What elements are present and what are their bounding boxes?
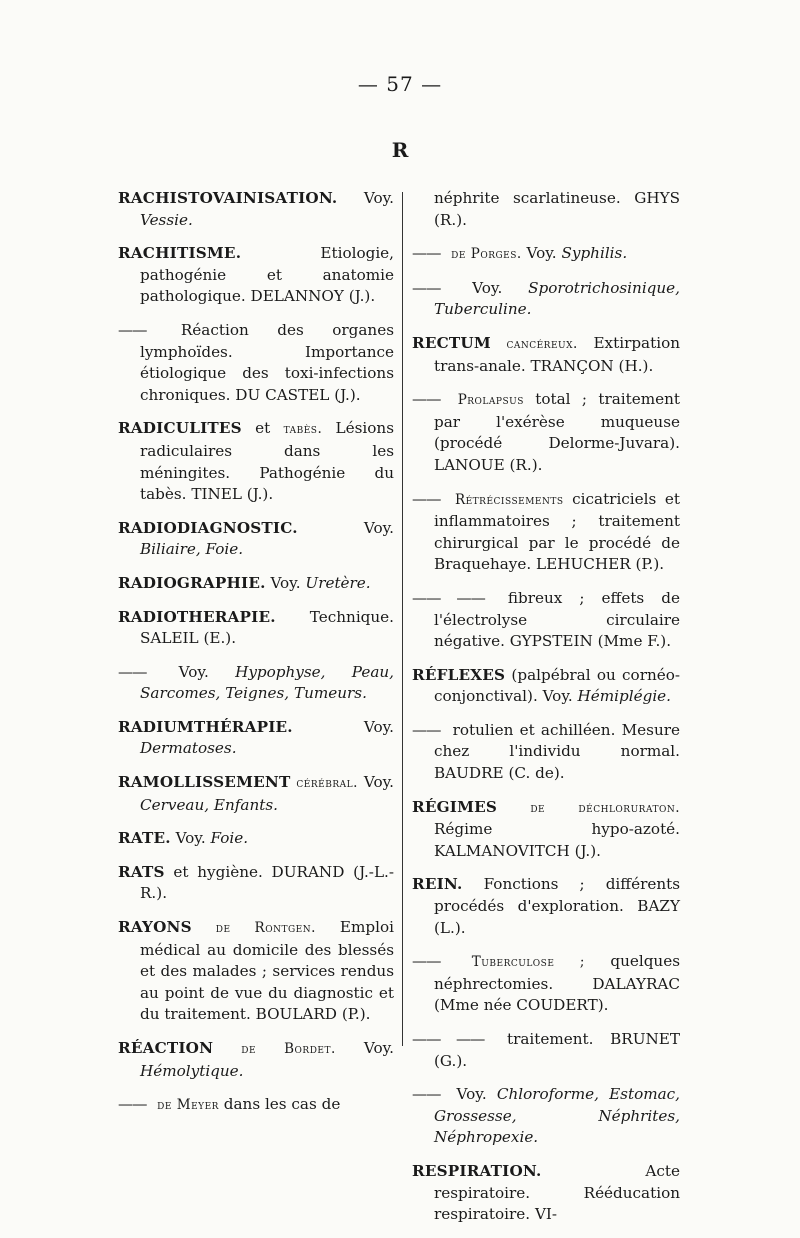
entry-text: Voy. [446,278,529,297]
entry-headword: RÉGIMES [412,797,498,816]
entry-headword: RÉACTION [118,1039,214,1057]
entry-headword: RAMOLLISSEMENT [118,773,291,792]
entry-text: Voy. [357,773,394,792]
index-entry [412,588,680,653]
entry-headword: RACHITISME. [118,244,242,263]
index-entry [118,243,394,308]
entry-text: dans les cas de [218,1095,341,1114]
index-entry [118,717,394,760]
entry-crossref: Chloroforme, Estomac, Grossesse, Néphrites, Néphropexie. [434,1085,681,1147]
entry-headword: RADIOTHERAPIE. [118,607,276,626]
entry-text: Voy. [521,244,562,263]
repeat-dash: —— [412,390,441,409]
index-entry [412,1029,680,1072]
column-divider [402,192,403,1046]
index-entry [412,389,680,476]
entry-text: fibreux ; effets de l'électrolyse circulaire négative. GYPSTEIN (Mme F.). [434,588,680,651]
entry-text: rotulien et achilléen. Mesure chez l'individu normal. BAUDRE (C. de). [434,720,680,783]
entry-text: quelques néphrectomies. DALAYRAC (Mme née COUDERT). [434,952,680,1015]
index-entry [412,188,680,231]
repeat-dash: —— [412,244,441,263]
entry-crossref: Vessie. [140,210,193,229]
entry-qualifier: Rétrécissements [446,491,564,508]
index-entry [118,917,394,1026]
entry-text: Lésions radiculaires dans les méningites. Pathogénie du tabès. TINEL (J.). [140,419,394,504]
entry-headword: RECTUM [412,333,491,352]
index-entry [118,662,394,705]
page-number: — 57 — [357,72,443,96]
entry-crossref: Hypophyse, Peau, Sarcomes, Teignes, Tumeurs. [140,662,394,703]
entry-text: Voy. [170,829,211,848]
repeat-dash: —— [118,662,147,681]
entry-text: Voy. [297,518,394,537]
repeat-dash: —— [118,320,147,339]
index-entry [412,951,680,1017]
entry-headword: RESPIRATION. [412,1161,542,1180]
entry-headword: RAYONS [118,918,192,937]
entry-headword: RACHISTOVAINISATION. [118,189,338,207]
entry-headword: RADIOGRAPHIE. [118,573,266,592]
entry-text: Voy. [337,189,394,207]
repeat-dash: —— [412,278,441,297]
entry-text: (palpébral ou cornéo-conjonctival). Voy. [434,665,680,706]
entry-headword: RÉFLEXES [412,665,506,684]
entry-qualifier: de Bordet. [213,1041,336,1057]
index-entry [412,243,680,266]
entry-text: Acte respiratoire. Rééducation respiratoire. VI- [434,1161,680,1224]
index-entry [118,418,394,505]
index-entry [118,772,394,816]
entry-crossref: Foie. [210,829,249,848]
index-entry [118,862,394,905]
index-entry [412,278,680,321]
index-entry [118,518,394,561]
entry-text: Extirpation trans-anale. TRANÇON (H.). [434,333,680,375]
entry-crossref: Hémolytique. [140,1061,244,1080]
entry-text: traitement. BRUNET (G.). [434,1030,680,1070]
entry-headword: RADICULITES [118,419,242,438]
index-entry [118,573,394,595]
entry-text: Voy. [152,662,236,681]
entry-headword: RATS [118,862,165,881]
entry-qualifier: de Porges. [446,246,522,263]
entry-text: Régime hypo-azoté. KALMANOVITCH (J.). [434,820,680,860]
entry-crossref: Hémiplégie. [577,687,672,706]
entry-qualifier: cérébral. [290,775,358,792]
index-entry [412,489,680,576]
index-entry [118,1038,394,1082]
entry-text: et hygiène. DURAND (J.-L.-R.). [140,862,394,903]
entry-text: Voy. [446,1085,497,1104]
entry-text: Emploi médical au domicile des blessés et des malades ; services rendus au point de vue du diagnostic et du traitement. BOULARD (P.). [140,918,395,1024]
entry-qualifier: de déchloruraton. [497,799,680,816]
entry-text: total ; traitement par l'exérèse muqueuse (procédé Delorme-Juvara). LANOUE (R.). [434,390,680,474]
entry-text: Voy. [265,573,306,592]
index-entry [412,1161,680,1226]
entry-text: Voy. [292,717,394,736]
index-entry [118,1094,394,1117]
repeat-dash: —— [412,489,441,508]
repeat-dash: —— [118,1095,147,1114]
entry-crossref: Syphilis. [561,244,628,263]
entry-crossref: Sporotrichosinique, Tuberculine. [434,278,680,319]
index-entry [118,188,394,231]
entry-qualifier: tabès. [283,421,323,438]
entry-text: Etiologie, pathogénie et anatomie pathologique. DELANNOY (J.). [140,244,394,306]
index-entry [412,874,680,939]
entry-crossref: Dermatoses. [140,739,237,758]
index-entry [118,607,394,650]
repeat-dash: —— [412,952,441,971]
entry-qualifier: Tuberculose ; [446,954,585,971]
right-column [412,188,680,1238]
repeat-dash: —— [412,1085,441,1104]
entry-text: Fonctions ; différents procédés d'exploration. BAZY (L.). [434,875,680,937]
index-entry [412,797,680,863]
index-entry [412,1084,680,1149]
entry-text: Voy. [335,1039,394,1057]
entry-headword: RATE. [118,829,171,848]
entry-headword: RADIUMTHÉRAPIE. [118,717,293,736]
entry-qualifier: Prolapsus [446,392,524,409]
entry-qualifier: cancéreux. [490,335,578,352]
index-entry [118,320,394,406]
index-entry [412,333,680,377]
entry-text: néphrite scarlatineuse. GHYS (R.). [434,189,680,229]
index-entry [412,665,680,708]
left-column [118,188,394,1129]
entry-crossref: Biliaire, Foie. [140,540,244,559]
entry-text: Réaction des organes lymphoïdes. Importance étiologique des toxi-infections chroniques. DU CASTEL (J.). [140,320,394,404]
repeat-dash: —— [412,720,441,739]
entry-headword: REIN. [412,875,463,894]
index-entry [412,720,680,785]
index-entry [118,828,394,850]
entry-headword: RADIODIAGNOSTIC. [118,518,298,537]
entry-text: et [241,419,284,438]
repeat-dash: —— —— [412,1030,485,1048]
entry-crossref: Uretère. [305,573,371,592]
entry-qualifier: de Rontgen. [191,920,316,937]
section-letter: R [391,138,409,162]
entry-crossref: Cerveau, Enfants. [140,795,278,814]
entry-text: Technique. SALEIL (E.). [140,607,394,648]
entry-qualifier: de Meyer [152,1097,219,1114]
repeat-dash: —— —— [412,588,485,607]
entry-text: cicatriciels et inflammatoires ; traitement chirurgical par le procédé de Braquehaye. LEHUCHER (P.). [434,489,680,574]
